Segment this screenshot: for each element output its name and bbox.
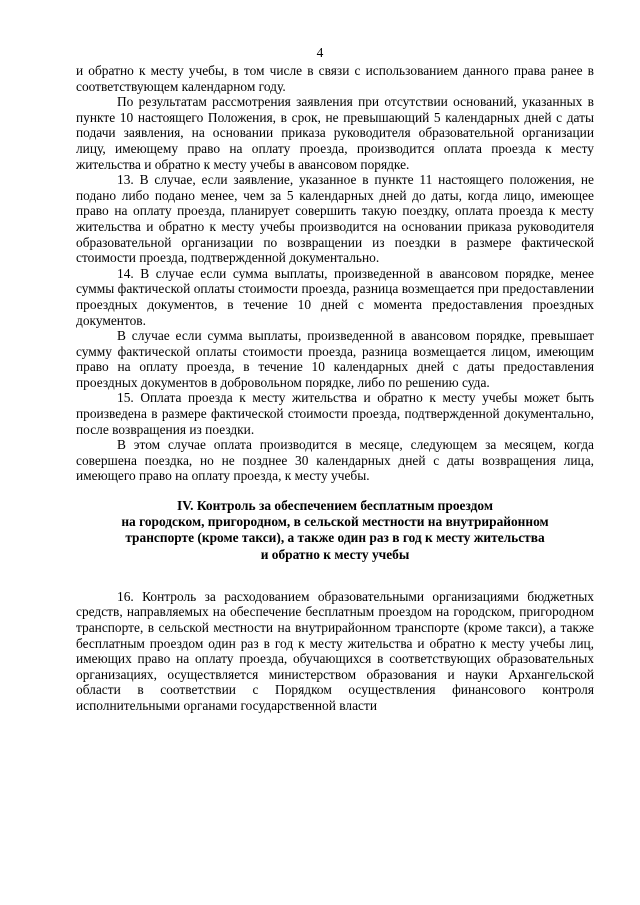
document-body — [76, 63, 594, 714]
paragraph-14-excess: В случае если сумма выплаты, произведенной в авансовом порядке, превышает сумму фактической оплаты стоимости проезда, разница возмещается лицом, имеющим право на оплату проезда, в течение 10 календарных дней с даты предоставления проездных документов в добровольном порядке, либо по решению суда. — [76, 328, 594, 390]
paragraph-review-results: По результатам рассмотрения заявления при отсутствии оснований, указанных в пункте 10 настоящего Положения, в срок, не превышающий 5 календарных дней с даты подачи заявления, на основании приказа руководителя образовательной организации лицу, имеющему право на оплату проезда, производится оплата проезда к месту жительства и обратно к месту учебы в авансовом порядке. — [76, 94, 594, 172]
section-heading — [76, 498, 594, 563]
page-number: 4 — [316, 45, 324, 60]
paragraph-16: 16. Контроль за расходованием образовательными организациями бюджетных средств, направляемых на обеспечение бесплатным проездом на городском, пригородном транспорте, в сельской местности на внутрирайонном транспорте (кроме такси), а также бесплатным проездом один раз в год к месту жительства и обратно к месту учебы лиц, имеющих право на оплату проезда, обучающихся в соответствующих образовательных организациях, осуществляется министерством образования и науки Архангельской области в соответствии с Порядком осуществления финансового контроля исполнительными органами государственной власти — [76, 588, 594, 713]
paragraph-continuation: и обратно к месту учебы, в том числе в связи с использованием данного права ранее в соответствующем календарном году. — [76, 63, 594, 94]
section-heading-line: IV. Контроль за обеспечением бесплатным проездом — [177, 498, 493, 514]
paragraph-13: 13. В случае, если заявление, указанное в пункте 11 настоящего положения, не подано либо подано менее, чем за 5 календарных дней до даты, когда лицо, имеющее право на оплату проезда, планирует совершить такую поездку, оплата проезда к месту жительства и обратно к месту учебы производится на основании приказа руководителя образовательной организации по возвращении из поездки в размере фактической стоимости проезда, подтвержденной документально. — [76, 172, 594, 266]
paragraph-14: 14. В случае если сумма выплаты, произведенной в авансовом порядке, менее суммы фактической оплаты стоимости проезда, разница возмещается при предоставлении проездных документов, в течение 10 дней с момента предоставления проездных документов. — [76, 265, 594, 328]
paragraph-15-timing: В этом случае оплата производится в месяце, следующем за месяцем, когда совершена поездка, но не позднее 30 календарных дней с даты возвращения лица, имеющего право на оплату проезда, к месту учебы. — [76, 437, 594, 484]
section-heading-line: и обратно к месту учебы — [260, 546, 410, 562]
paragraph-15: 15. Оплата проезда к месту жительства и обратно к месту учебы может быть произведена в размере фактической стоимости проезда, подтвержденной документально, после возвращения из поездки. — [76, 390, 594, 437]
section-heading-line: транспорте (кроме такси), а также один раз в год к месту жительства — [125, 530, 545, 546]
section-heading-line: на городском, пригородном, в сельской местности на внутрирайонном — [121, 514, 549, 530]
